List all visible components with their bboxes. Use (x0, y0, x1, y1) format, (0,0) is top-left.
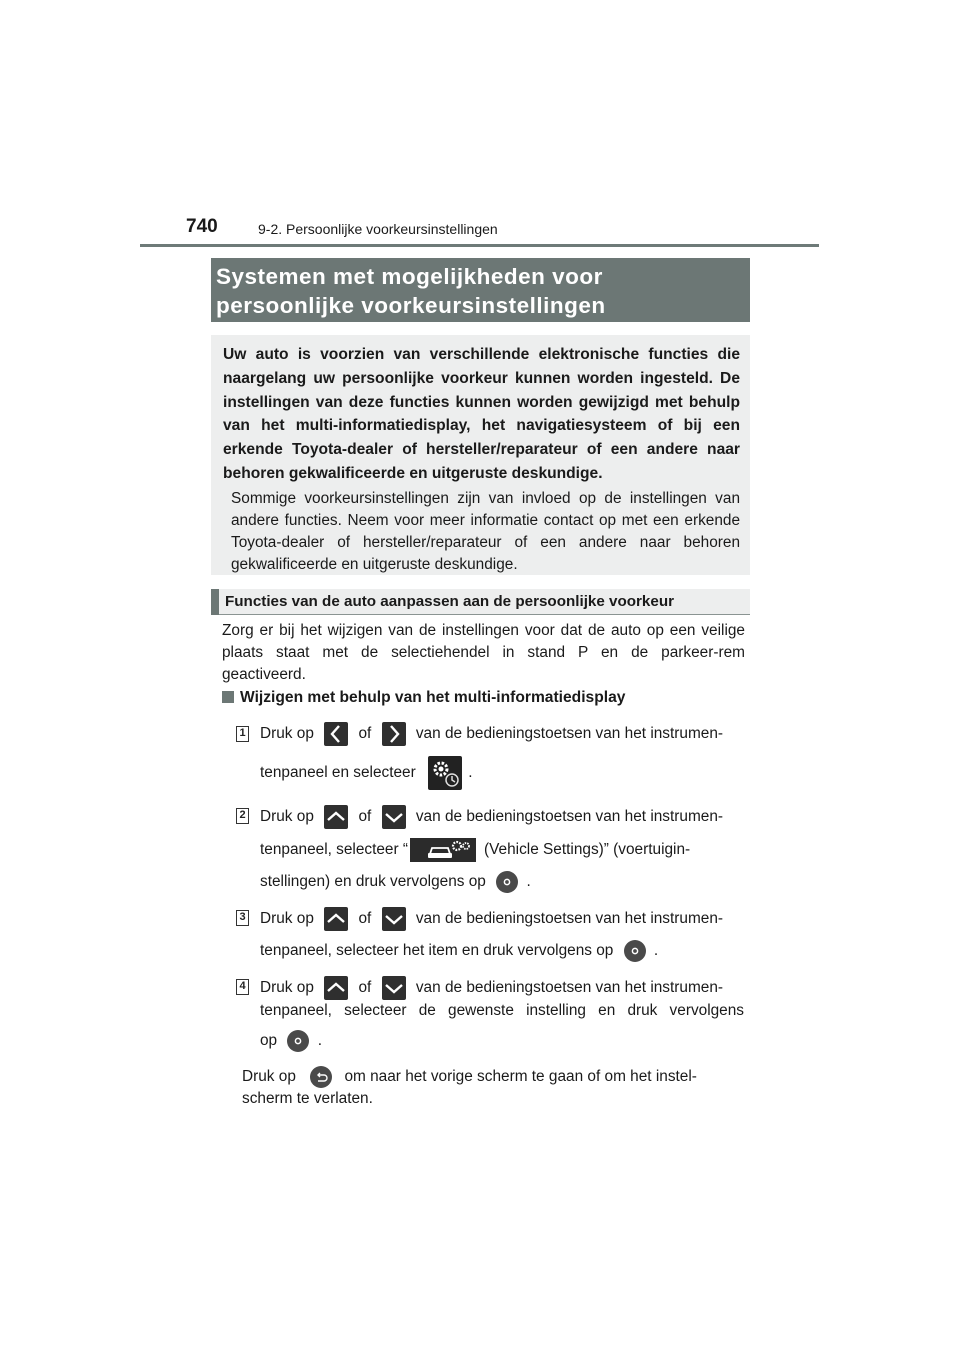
subheading: Functies van de auto aanpassen aan de persoonlijke voorkeur (211, 589, 750, 615)
step-2-text-g: . (526, 873, 531, 891)
intro-box (211, 335, 750, 575)
step-4-line-3 (260, 1030, 322, 1052)
step-2-line-1 (260, 805, 723, 829)
step-2-text-d: tenpaneel, selecteer “ (260, 841, 409, 859)
step-number-2: 2 (236, 808, 249, 824)
step-number-4: 4 (236, 979, 249, 995)
chevron-up-icon (324, 976, 348, 1000)
section-reference: 9-2. Persoonlijke voorkeursinstellingen (258, 221, 498, 237)
chevron-left-icon (324, 722, 348, 746)
step-4-text-e: op (260, 1032, 278, 1050)
back-note-line-1 (242, 1066, 697, 1088)
bullet-heading (222, 689, 625, 707)
back-button-icon (310, 1066, 332, 1088)
section-title (211, 258, 750, 322)
intro-note-text: Sommige voorkeursinstellingen zijn van invloed op de instellingen van andere functies. Neem voor meer informatie contact op met een erkende Toyota-dealer of hersteller/reparateur of een andere naar behoren gekwalificeerde en uitgeruste deskundige. (231, 489, 740, 574)
chevron-down-icon (382, 976, 406, 1000)
bullet-heading-text: Wijzigen met behulp van het multi-informatiedisplay (240, 689, 626, 706)
ok-button-icon (496, 871, 518, 893)
step-2-text-c: van de bedieningstoetsen van het instrumen- (415, 808, 724, 826)
safety-paragraph: Zorg er bij het wijzigen van de instellingen voor dat de auto op een veilige plaats staat met de selectiehendel in stand P en de parkeer-rem geactiveerd. (222, 622, 745, 683)
back-note-text-b: om naar het vorige scherm te gaan of om het instel- (344, 1068, 697, 1086)
step-3-text-a: Druk op (260, 910, 314, 928)
page-number: 740 (186, 216, 218, 237)
step-1-text-a: Druk op (260, 725, 314, 743)
step-3-line-2 (260, 940, 658, 962)
step-2-text-b: of (358, 808, 372, 826)
step-3-text-b: of (358, 910, 372, 928)
step-3-text-e: . (653, 942, 659, 960)
step-3-line-1 (260, 907, 723, 931)
step-4-text-f: . (317, 1032, 322, 1050)
step-2-line-3 (260, 871, 531, 893)
title-line-2: persoonlijke voorkeursinstellingen (216, 293, 606, 318)
chevron-up-icon (324, 805, 348, 829)
intro-bold-text: Uw auto is voorzien van verschillende elektronische functies die naargelang uw persoonlijke voorkeur kunnen worden ingesteld. De instellingen van deze functies kunnen worden gewijzigd met behulp van het multi-informatiedisplay, het navigatiesysteem of bij een erkende Toyota-dealer of hersteller/reparateur of een andere naar behoren gekwalificeerde en uitgeruste deskundige. (223, 346, 740, 482)
step-4-line-2: tenpaneel, selecteer de gewenste instelling en druk vervolgens (260, 1002, 744, 1019)
header-rule (140, 244, 819, 247)
step-1-text-b: of (358, 725, 372, 743)
ok-button-icon (624, 940, 646, 962)
step-number-3: 3 (236, 910, 249, 926)
step-1-line-2 (260, 756, 473, 790)
step-1-text-e: . (468, 764, 473, 782)
chevron-up-icon (324, 907, 348, 931)
step-1-text-d: tenpaneel en selecteer (260, 764, 416, 782)
step-4-line-1 (260, 976, 723, 1000)
chevron-right-icon (382, 722, 406, 746)
back-note-line-2: scherm te verlaten. (242, 1090, 373, 1107)
title-line-1: Systemen met mogelijkheden voor (216, 264, 603, 289)
step-2-text-a: Druk op (260, 808, 314, 826)
step-2-line-2 (260, 838, 690, 862)
step-3-text-c: van de bedieningstoetsen van het instrumen- (415, 910, 724, 928)
step-4-text-b: of (358, 979, 372, 997)
vehicle-settings-icon (410, 838, 476, 862)
chevron-down-icon (382, 907, 406, 931)
step-4-text-c: van de bedieningstoetsen van het instrumen- (415, 979, 724, 997)
step-1-text-c: van de bedieningstoetsen van het instrumen- (415, 725, 724, 743)
step-2-text-e: (Vehicle Settings)” (voertuigin- (484, 841, 691, 859)
ok-button-icon (287, 1030, 309, 1052)
step-1-line-1 (260, 722, 723, 746)
step-2-text-f: stellingen) en druk vervolgens op (260, 873, 486, 891)
step-3-text-d: tenpaneel, selecteer het item en druk vervolgens op (260, 942, 614, 960)
step-4-text-a: Druk op (260, 979, 314, 997)
chevron-down-icon (382, 805, 406, 829)
bullet-square-icon (222, 691, 234, 703)
back-note-text-a: Druk op (242, 1068, 296, 1086)
subheading-underline (219, 614, 750, 615)
step-number-1: 1 (236, 726, 249, 742)
settings-gear-icon (428, 756, 462, 790)
